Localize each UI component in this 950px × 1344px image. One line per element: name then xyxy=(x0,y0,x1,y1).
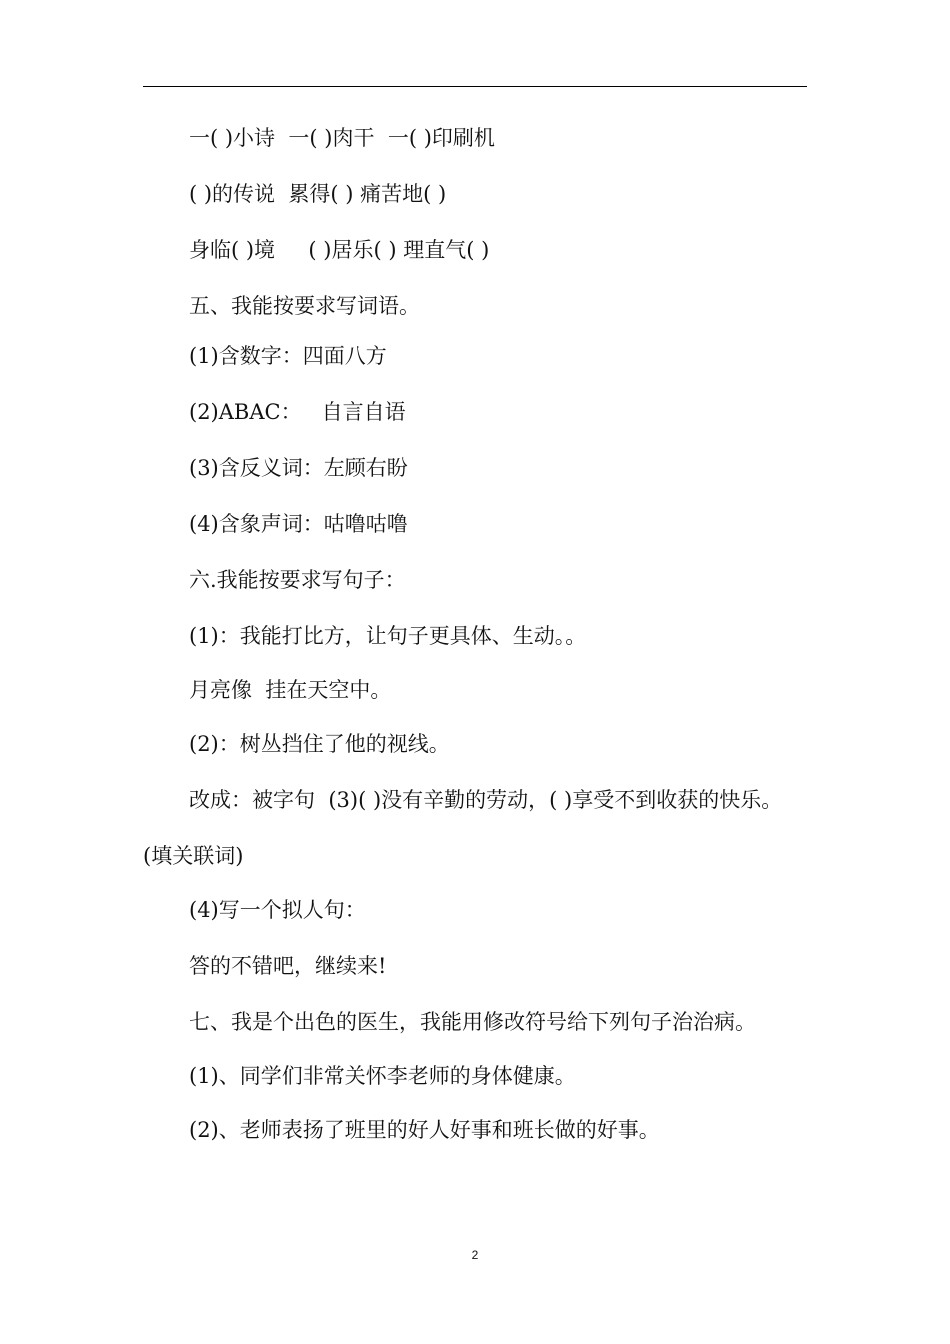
text-line: (1)：我能打比方，让句子更具体、生动。。 xyxy=(189,624,587,648)
text-line: (2)：树丛挡住了他的视线。 xyxy=(189,732,450,756)
section-heading: 五、我能按要求写词语。 xyxy=(189,294,420,318)
text-line: 一( )小诗 一( )肉干 一( )印刷机 xyxy=(189,126,495,150)
text-line: (1)、同学们非常关怀李老师的身体健康。 xyxy=(189,1064,576,1088)
text-line: 身临( )境 ( )居乐( ) 理直气( ) xyxy=(189,238,490,262)
text-line: 答的不错吧，继续来! xyxy=(189,954,387,978)
text-line: (2)ABAC： 自言自语 xyxy=(189,400,406,424)
page-number: 2 xyxy=(471,1248,479,1262)
text-line: (4)含象声词：咕噜咕噜 xyxy=(189,512,408,536)
text-line: (4)写一个拟人句： xyxy=(189,898,366,922)
text-line: 月亮像 挂在天空中。 xyxy=(189,678,392,702)
text-line: ( )的传说 累得( ) 痛苦地( ) xyxy=(189,182,447,206)
text-line: 改成：被字句 (3)( )没有辛勤的劳动，( )享受不到收获的快乐。 xyxy=(189,788,783,812)
text-line: (2)、老师表扬了班里的好人好事和班长做的好事。 xyxy=(189,1118,660,1142)
section-heading: 六.我能按要求写句子： xyxy=(189,568,406,592)
text-line: (1)含数字：四面八方 xyxy=(189,344,387,368)
text-line: (3)含反义词：左顾右盼 xyxy=(189,456,408,480)
text-line: (填关联词) xyxy=(143,844,244,868)
header-rule xyxy=(143,86,807,87)
section-heading: 七、我是个出色的医生，我能用修改符号给下列句子治治病。 xyxy=(189,1010,756,1034)
